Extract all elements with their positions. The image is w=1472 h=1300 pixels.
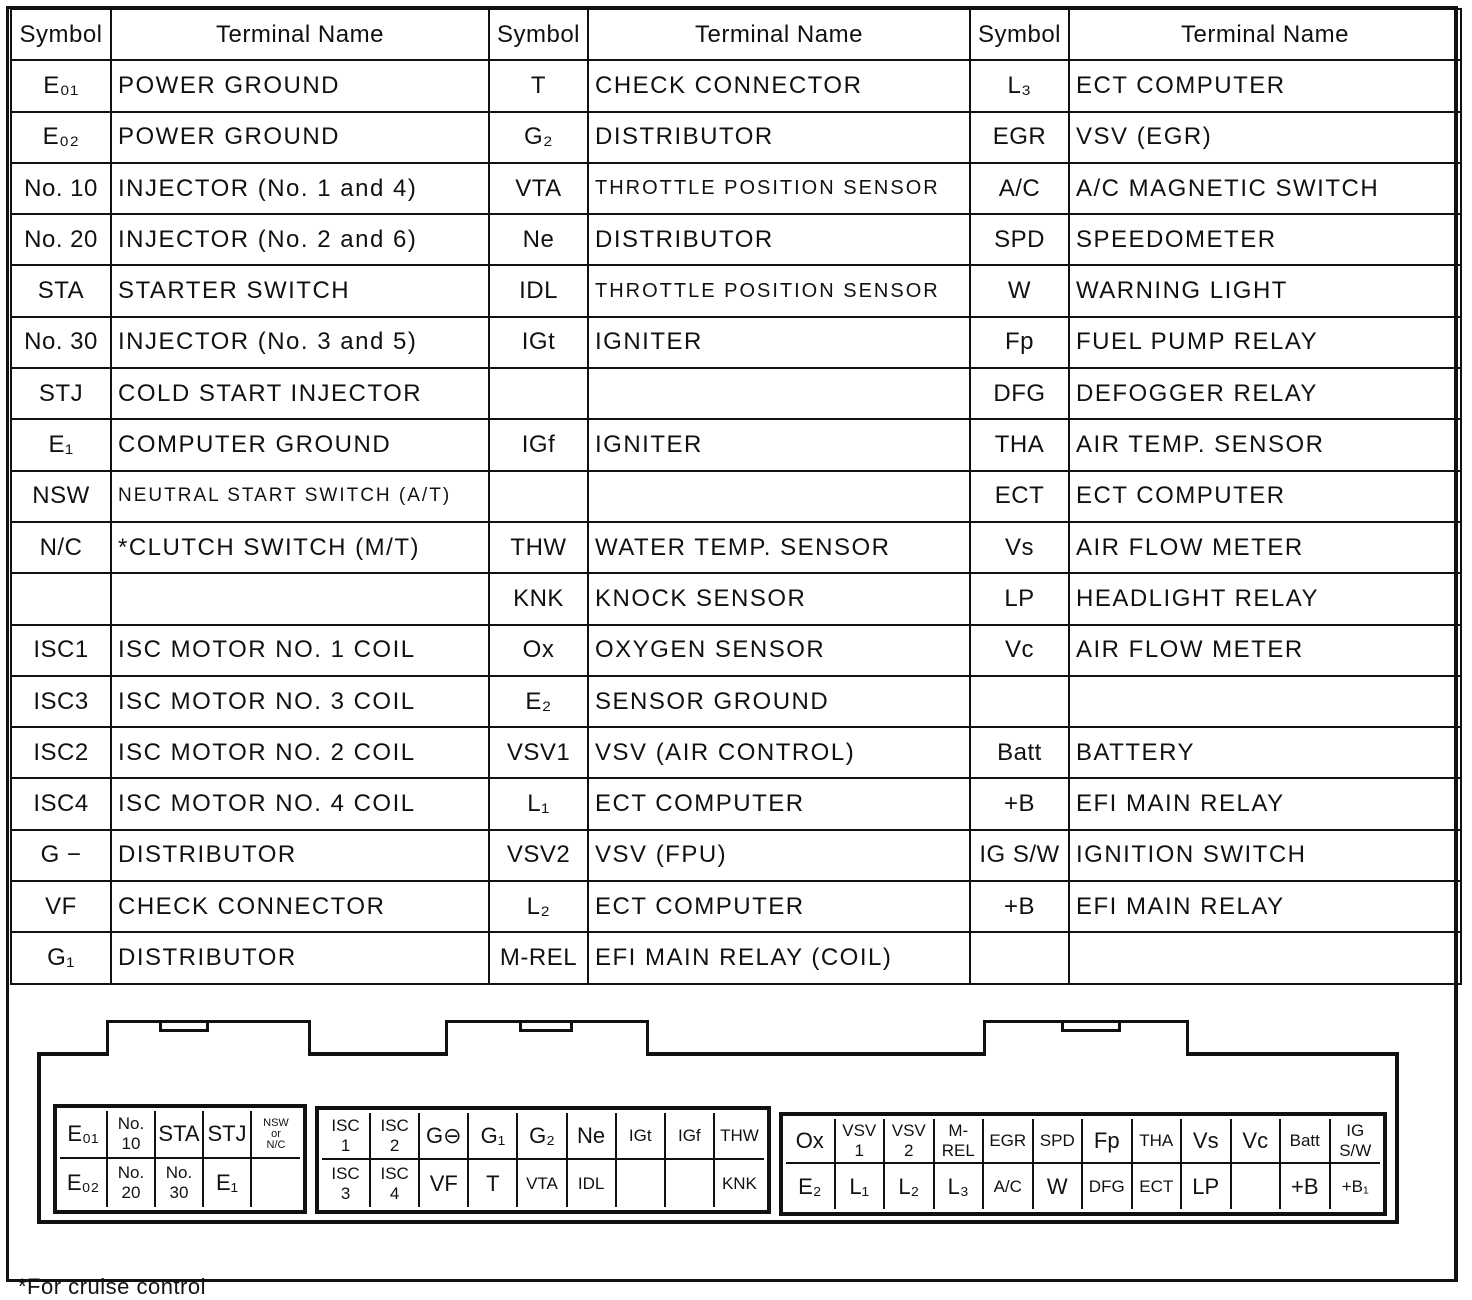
- connector-pin: No. 20: [108, 1159, 156, 1207]
- connector-pin: [617, 1160, 666, 1207]
- connector-pin: +B: [1281, 1164, 1331, 1209]
- connector-pin: STJ: [204, 1111, 252, 1159]
- terminal-name: DISTRIBUTOR: [111, 932, 489, 983]
- table-row: [11, 676, 1461, 727]
- terminal-symbol: VSV2: [489, 830, 588, 881]
- terminal-name: ISC MOTOR NO. 2 COIL: [111, 727, 489, 778]
- terminal-symbol: IG S/W: [970, 830, 1069, 881]
- table-row: [11, 932, 1461, 983]
- terminal-name: EFI MAIN RELAY: [1069, 881, 1461, 932]
- connector-pin: VF: [420, 1160, 469, 1207]
- terminal-symbol: IDL: [489, 265, 588, 316]
- terminal-name: KNOCK SENSOR: [588, 573, 970, 624]
- connector-pin: ISC 1: [322, 1113, 371, 1160]
- terminal-symbol: [489, 471, 588, 522]
- connector-pin: IDL: [568, 1160, 617, 1207]
- connector-pin: IG S/W: [1331, 1119, 1381, 1164]
- table-row: [11, 112, 1461, 163]
- connector-notch-middle: [519, 1020, 573, 1032]
- connector-pin: Vc: [1232, 1119, 1282, 1164]
- table-row: [11, 625, 1461, 676]
- terminal-symbol: ISC3: [11, 676, 111, 727]
- table-row: [11, 881, 1461, 932]
- terminal-name: POWER GROUND: [111, 60, 489, 111]
- connector-pin: +B₁: [1341, 1176, 1369, 1196]
- header-symbol: Symbol: [970, 9, 1069, 60]
- terminal-symbol: DFG: [970, 368, 1069, 419]
- connector-pin: VTA: [518, 1160, 567, 1207]
- connector-pin: M- REL: [935, 1119, 985, 1164]
- terminal-symbol: STA: [11, 265, 111, 316]
- terminal-symbol: [970, 932, 1069, 983]
- header-terminal-name: Terminal Name: [588, 9, 970, 60]
- connector-pin: A/C: [984, 1164, 1034, 1209]
- terminal-symbol: IGf: [489, 419, 588, 470]
- terminal-name: EFI MAIN RELAY (COIL): [588, 932, 970, 983]
- terminal-symbol: G₁: [11, 932, 111, 983]
- terminal-symbol: No. 30: [11, 317, 111, 368]
- connector-pin: IGt: [617, 1113, 666, 1160]
- terminal-symbol: ECT: [970, 471, 1069, 522]
- connector-pin: Ox: [786, 1119, 836, 1164]
- terminal-name: INJECTOR (No. 3 and 5): [111, 317, 489, 368]
- header-terminal-name: Terminal Name: [111, 9, 489, 60]
- terminal-symbol: Ne: [489, 214, 588, 265]
- terminal-symbol: Ox: [489, 625, 588, 676]
- terminal-symbol: Fp: [970, 317, 1069, 368]
- terminal-name: VSV (EGR): [1069, 112, 1461, 163]
- connector-grid-middle: [322, 1113, 764, 1207]
- connector-pin: THA: [1133, 1119, 1183, 1164]
- connector-pin: ISC 4: [371, 1160, 420, 1207]
- table-row: [11, 573, 1461, 624]
- connector-notch-right: [1061, 1020, 1121, 1032]
- terminal-name: FUEL PUMP RELAY: [1069, 317, 1461, 368]
- terminal-symbol: NSW: [11, 471, 111, 522]
- connector-pin: W: [1034, 1164, 1084, 1209]
- terminal-symbol: L₂: [489, 881, 588, 932]
- terminal-name: VSV (AIR CONTROL): [588, 727, 970, 778]
- table-row: [11, 214, 1461, 265]
- terminal-symbol: [970, 676, 1069, 727]
- table-row: [11, 368, 1461, 419]
- terminal-name: *CLUTCH SWITCH (M/T): [111, 522, 489, 573]
- terminal-symbol: VSV1: [489, 727, 588, 778]
- connector-pin: ISC 2: [371, 1113, 420, 1160]
- terminal-symbol: L₃: [970, 60, 1069, 111]
- connector-pin: STA: [156, 1111, 204, 1159]
- terminal-name: BATTERY: [1069, 727, 1461, 778]
- connector-block-left: [53, 1104, 307, 1214]
- terminal-symbol: ISC1: [11, 625, 111, 676]
- terminal-name: NEUTRAL START SWITCH (A/T): [111, 471, 489, 522]
- header-symbol: Symbol: [11, 9, 111, 60]
- connector-pin: L₁: [836, 1164, 886, 1209]
- terminal-name: ISC MOTOR NO. 3 COIL: [111, 676, 489, 727]
- terminal-name: IGNITER: [588, 419, 970, 470]
- terminal-name: THROTTLE POSITION SENSOR: [588, 163, 970, 214]
- terminal-name: DEFOGGER RELAY: [1069, 368, 1461, 419]
- connector-pin: [666, 1160, 715, 1207]
- terminal-name: ECT COMPUTER: [588, 881, 970, 932]
- table-row: [11, 778, 1461, 829]
- terminal-name: [111, 573, 489, 624]
- terminal-name: [1069, 932, 1461, 983]
- terminal-name: EFI MAIN RELAY: [1069, 778, 1461, 829]
- terminal-symbol: +B: [970, 881, 1069, 932]
- terminal-symbol: LP: [970, 573, 1069, 624]
- table-row: [11, 471, 1461, 522]
- terminal-name: HEADLIGHT RELAY: [1069, 573, 1461, 624]
- terminal-name: OXYGEN SENSOR: [588, 625, 970, 676]
- connector-block-middle: [315, 1106, 771, 1214]
- table-row: [11, 317, 1461, 368]
- terminal-name: VSV (FPU): [588, 830, 970, 881]
- table-row: [11, 163, 1461, 214]
- terminal-name: POWER GROUND: [111, 112, 489, 163]
- terminal-symbol: THA: [970, 419, 1069, 470]
- header-symbol: Symbol: [489, 9, 588, 60]
- connector-pin: G₁: [469, 1113, 518, 1160]
- terminal-name: SPEEDOMETER: [1069, 214, 1461, 265]
- footnote: *For cruise control: [18, 1274, 207, 1299]
- table-row: [11, 265, 1461, 316]
- terminal-symbol: IGt: [489, 317, 588, 368]
- terminal-symbol: EGR: [970, 112, 1069, 163]
- terminal-name: ECT COMPUTER: [588, 778, 970, 829]
- terminal-symbol: G −: [11, 830, 111, 881]
- terminal-symbol: E₂: [489, 676, 588, 727]
- terminal-name: IGNITION SWITCH: [1069, 830, 1461, 881]
- connector-pin: ISC 3: [322, 1160, 371, 1207]
- terminal-symbol: G₂: [489, 112, 588, 163]
- connector-pin: SPD: [1034, 1119, 1084, 1164]
- table-row: [11, 60, 1461, 111]
- connector-pin: EGR: [984, 1119, 1034, 1164]
- terminal-name: CHECK CONNECTOR: [111, 881, 489, 932]
- terminal-name: AIR TEMP. SENSOR: [1069, 419, 1461, 470]
- terminal-name: STARTER SWITCH: [111, 265, 489, 316]
- terminal-symbol: [489, 368, 588, 419]
- connector-pin: L₂: [885, 1164, 935, 1209]
- connector-pin: Vs: [1182, 1119, 1232, 1164]
- connector-pin: ECT: [1133, 1164, 1183, 1209]
- connector-pin: No. 30: [156, 1159, 204, 1207]
- terminal-name: [1069, 676, 1461, 727]
- terminal-name: IGNITER: [588, 317, 970, 368]
- terminal-symbol: W: [970, 265, 1069, 316]
- connector-pin: Batt: [1281, 1119, 1331, 1164]
- terminal-symbol: Vs: [970, 522, 1069, 573]
- table-row: [11, 727, 1461, 778]
- terminal-symbol: +B: [970, 778, 1069, 829]
- connector-pin: G₂: [518, 1113, 567, 1160]
- connector-grid-left: [60, 1111, 300, 1207]
- terminal-name: ECT COMPUTER: [1069, 60, 1461, 111]
- connector-pin: E₀₂: [60, 1159, 108, 1207]
- connector-pin: T: [469, 1160, 518, 1207]
- terminal-name: A/C MAGNETIC SWITCH: [1069, 163, 1461, 214]
- connector-pin: LP: [1182, 1164, 1232, 1209]
- connector-pin: KNK: [721, 1173, 757, 1193]
- terminal-name: AIR FLOW METER: [1069, 625, 1461, 676]
- connector-pin: E₂: [786, 1164, 836, 1209]
- terminal-name: DISTRIBUTOR: [588, 112, 970, 163]
- terminal-name: INJECTOR (No. 1 and 4): [111, 163, 489, 214]
- connector-pin: IGf: [666, 1113, 715, 1160]
- connector-pin: Ne: [568, 1113, 617, 1160]
- terminal-symbol: SPD: [970, 214, 1069, 265]
- connector-notch-left: [159, 1020, 209, 1032]
- connector-pin: No. 10: [108, 1111, 156, 1159]
- terminal-name: COLD START INJECTOR: [111, 368, 489, 419]
- connector-pin: G⊖: [420, 1113, 469, 1160]
- terminal-table: [10, 8, 1462, 985]
- terminal-name: INJECTOR (No. 2 and 6): [111, 214, 489, 265]
- terminal-symbol: No. 10: [11, 163, 111, 214]
- terminal-name: [588, 471, 970, 522]
- terminal-name: ISC MOTOR NO. 1 COIL: [111, 625, 489, 676]
- terminal-symbol: KNK: [489, 573, 588, 624]
- terminal-symbol: THW: [489, 522, 588, 573]
- connector-pin: E₀₁: [60, 1111, 108, 1159]
- terminal-symbol: VF: [11, 881, 111, 932]
- terminal-name: WARNING LIGHT: [1069, 265, 1461, 316]
- table-row: [11, 522, 1461, 573]
- terminal-symbol: M-REL: [489, 932, 588, 983]
- terminal-name: COMPUTER GROUND: [111, 419, 489, 470]
- terminal-name: WATER TEMP. SENSOR: [588, 522, 970, 573]
- terminal-name: DISTRIBUTOR: [588, 214, 970, 265]
- connector-pin: [1232, 1164, 1282, 1209]
- terminal-symbol: ISC4: [11, 778, 111, 829]
- connector-block-right: [779, 1112, 1387, 1216]
- terminal-symbol: No. 20: [11, 214, 111, 265]
- terminal-name: ECT COMPUTER: [1069, 471, 1461, 522]
- header-terminal-name: Terminal Name: [1069, 9, 1461, 60]
- ecu-connector-diagram: [37, 1052, 1399, 1224]
- terminal-symbol: STJ: [11, 368, 111, 419]
- connector-pin: E₁: [204, 1159, 252, 1207]
- terminal-name: DISTRIBUTOR: [111, 830, 489, 881]
- terminal-name: THROTTLE POSITION SENSOR: [588, 265, 970, 316]
- terminal-symbol: E₀₂: [11, 112, 111, 163]
- connector-pin: NSW or N/C: [252, 1111, 300, 1159]
- terminal-symbol: ISC2: [11, 727, 111, 778]
- terminal-symbol: A/C: [970, 163, 1069, 214]
- connector-pin: THW: [715, 1113, 764, 1160]
- connector-pin: Fp: [1083, 1119, 1133, 1164]
- connector-pin: DFG: [1083, 1164, 1133, 1209]
- table-header-row: [11, 9, 1461, 60]
- terminal-symbol: E₀₁: [11, 60, 111, 111]
- terminal-name: SENSOR GROUND: [588, 676, 970, 727]
- table-row: [11, 419, 1461, 470]
- terminal-symbol: Batt: [970, 727, 1069, 778]
- terminal-name: [588, 368, 970, 419]
- terminal-name: AIR FLOW METER: [1069, 522, 1461, 573]
- terminal-symbol: VTA: [489, 163, 588, 214]
- terminal-symbol: L₁: [489, 778, 588, 829]
- terminal-symbol: [11, 573, 111, 624]
- terminal-symbol: N/C: [11, 522, 111, 573]
- connector-pin: L₃: [935, 1164, 985, 1209]
- table-row: [11, 830, 1461, 881]
- terminal-symbol: T: [489, 60, 588, 111]
- terminal-symbol: E₁: [11, 419, 111, 470]
- connector-pin: [252, 1159, 300, 1207]
- terminal-name: CHECK CONNECTOR: [588, 60, 970, 111]
- terminal-symbol: Vc: [970, 625, 1069, 676]
- connector-pin: VSV 2: [885, 1119, 935, 1164]
- connector-grid-right: [786, 1119, 1380, 1209]
- terminal-name: ISC MOTOR NO. 4 COIL: [111, 778, 489, 829]
- connector-pin: VSV 1: [836, 1119, 886, 1164]
